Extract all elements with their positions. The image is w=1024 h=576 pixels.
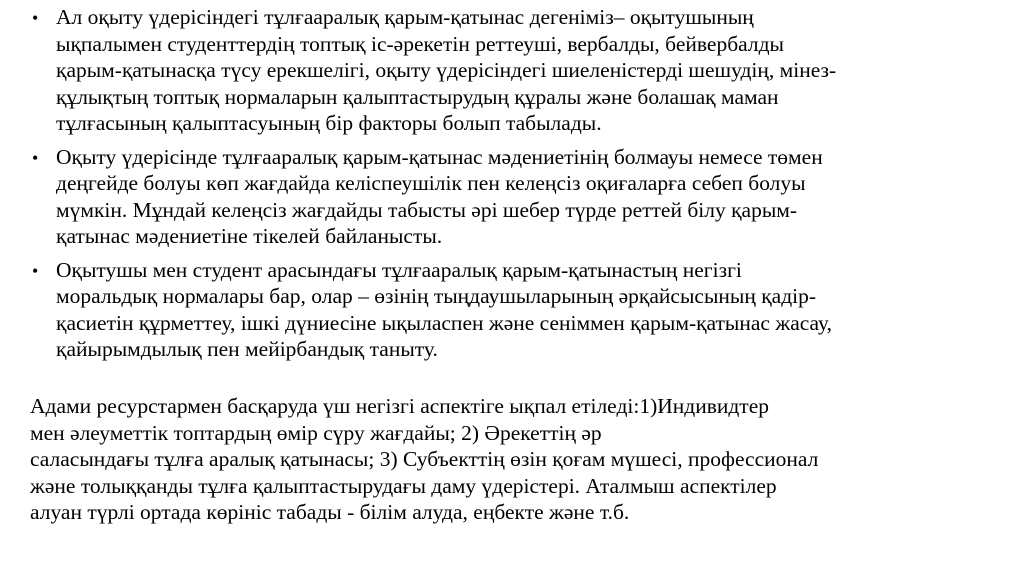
bullet-text-line: моральдық нормалары бар, олар – өзінің тыңдаушыларының әрқайсысының қадір- <box>56 284 817 308</box>
bullet-text-line: Оқыту үдерісінде тұлғааралық қарым-қатынас мәдениетінің болмауы немесе төмен <box>56 144 823 169</box>
paragraph-line: Адами ресурстармен басқаруда үш негізгі аспектіге ықпал етіледі:1)Индивидтер <box>30 394 769 418</box>
bullet-list <box>30 4 990 370</box>
bullet-text-line: қасиетін құрметтеу, ішкі дүниесіне ықыласпен және сеніммен қарым-қатынас жасау, <box>56 310 832 335</box>
bullet-text-line: мүмкін. Мұндай келеңсіз жағдайды табысты әрі шебер түрде реттей білу қарым- <box>56 197 798 222</box>
paragraph-line: мен әлеуметтік топтардың өмір сүру жағдайы; 2) Әрекеттің әр <box>30 420 602 445</box>
bullet-icon: • <box>32 147 39 168</box>
bullet-text-line: қайырымдылық пен мейірбандық таныту. <box>56 337 438 361</box>
bullet-text-line: деңгейде болуы көп жағдайда келіспеушілік пен келеңсіз оқиғаларға себеп болуы <box>56 171 806 195</box>
bullet-text-line: Оқытушы мен студент арасындағы тұлғааралық қарым-қатынастың негізгі <box>56 257 742 282</box>
bullet-item <box>30 257 990 363</box>
bullet-item <box>30 4 990 137</box>
bullet-icon: • <box>32 8 39 28</box>
bullet-text-line: қарым-қатынасқа түсу ерекшелігі, оқыту үдерісіндегі шиеленістерді шешудің, мінез- <box>56 58 837 82</box>
bullet-icon: • <box>32 260 39 281</box>
bullet-text-line: ықпалымен студенттердің топтық іс-әрекетін реттеуші, вербалды, бейвербалды <box>56 31 784 56</box>
paragraph-line: саласындағы тұлға аралық қатынасы; 3) Субъекттің өзін қоғам мүшесі, профессионал <box>30 447 819 471</box>
bullet-text-line: тұлғасының қалыптасуының бір факторы болып табылады. <box>56 111 602 135</box>
bullet-item <box>30 144 990 250</box>
summary-paragraph <box>30 393 990 526</box>
bullet-text-line: қатынас мәдениетіне тікелей байланысты. <box>56 224 443 248</box>
bullet-text-line: Ал оқыту үдерісіндегі тұлғааралық қарым-қатынас дегеніміз– оқытушының <box>56 5 754 29</box>
paragraph-line: және толыққанды тұлға қалыптастырудағы даму үдерістері. Аталмыш аспектілер <box>30 473 777 498</box>
paragraph-line: алуан түрлі ортада көрініс табады - білім алуда, еңбекте және т.б. <box>30 500 630 524</box>
bullet-text-line: құлықтың топтық нормаларын қалыптастырудың құралы және болашақ маман <box>56 84 779 109</box>
